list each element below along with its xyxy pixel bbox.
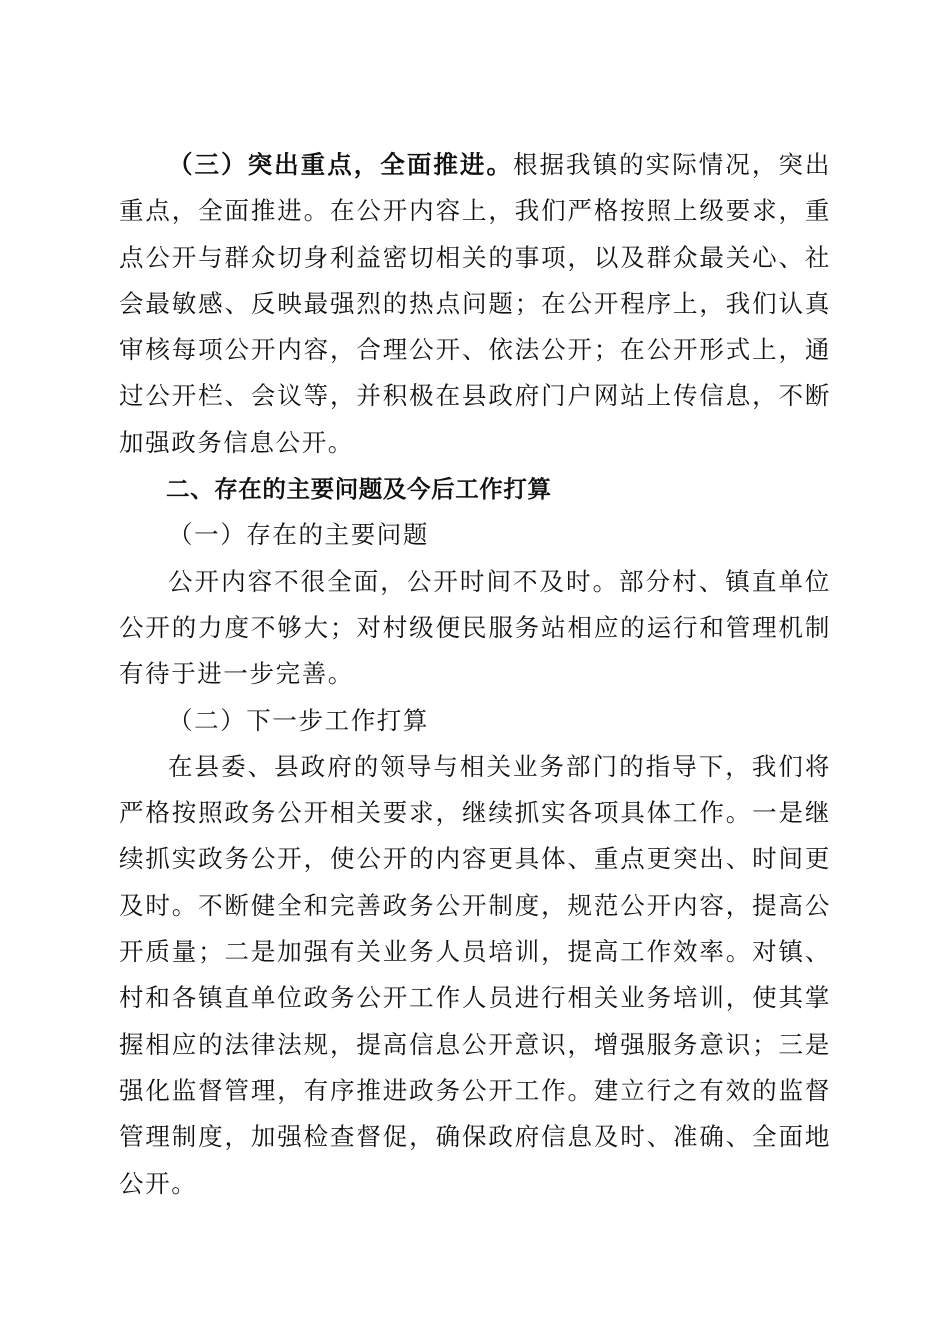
subsection-title-2: （二）下一步工作打算 [168, 705, 429, 735]
subsection-title-1: （一）存在的主要问题 [168, 520, 429, 550]
section3-body: 根据我镇的实际情况，突出重点，全面推进。在公开内容上，我们严格按照上级要求，重点公开与群众切身利益密切相关的事项，以及群众最关心、社会最敏感、反映最强烈的热点问题；在公开程序上，我们认真审核每项公开内容，合理公开、依法公开；在公开形式上，通过公开栏、会议等，并积极在县政府门户网站上传信息，不断加强政务信息公开。 [119, 150, 831, 457]
subsection-body-1: 公开内容不很全面，公开时间不及时。部分村、镇直单位公开的力度不够大；对村级便民服务站相应的运行和管理机制有待于进一步完善。 [119, 566, 831, 689]
subsection-body-2: 在县委、县政府的领导与相关业务部门的指导下，我们将严格按照政务公开相关要求，继续抓实各项具体工作。一是继续抓实政务公开，使公开的内容更具体、重点更突出、时间更及时。不断健全和完善政务公开制度，规范公开内容，提高公开质量；二是加强有关业务人员培训，提高工作效率。对镇、村和各镇直单位政务公开工作人员进行相关业务培训，使其掌握相应的法律法规，提高信息公开意识，增强服务意识；三是强化监督管理，有序推进政务公开工作。建立行之有效的监督管理制度，加强检查督促，确保政府信息及时、准确、全面地公开。 [119, 751, 831, 1198]
section-heading-2: 二、存在的主要问题及今后工作打算 [166, 475, 552, 504]
section3-paragraph [119, 142, 831, 466]
document-page [119, 142, 831, 1207]
section3-title: （三）突出重点，全面推进。 [168, 150, 513, 179]
